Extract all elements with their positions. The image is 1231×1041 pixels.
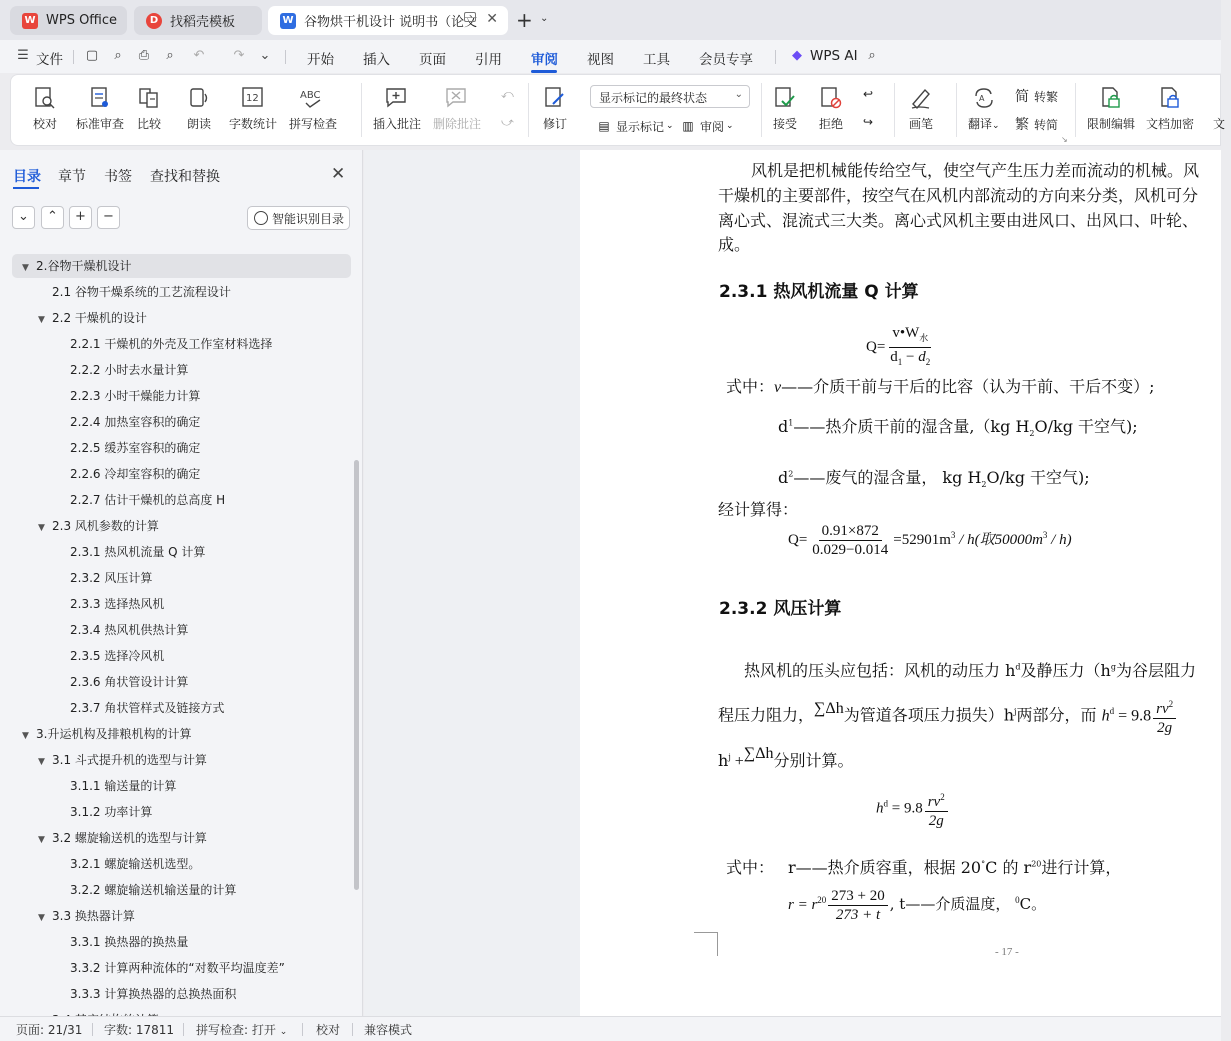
tab-label: 找稻壳模板 [170, 15, 236, 30]
doc-more-button[interactable]: 文 [1207, 85, 1231, 132]
toc-item-label: 2.3 风机参数的计算 [52, 519, 159, 533]
formula-legend: 式中：ν——介质干前与干后的比容（认为干前、干后不变）; [726, 377, 1155, 396]
proofread-icon [33, 85, 57, 111]
writer-logo-icon: W [280, 13, 296, 29]
toc-item[interactable] [12, 254, 351, 278]
paragraph-line: 风机是把机械能传给空气，使空气产生压力差而流动的机械。风 [751, 161, 1200, 180]
toc-item[interactable] [70, 956, 285, 980]
divider [1075, 83, 1076, 137]
page-number: - 17 - [995, 946, 1019, 958]
menu-bar [0, 40, 1221, 73]
toc-item-label: 2.2.3 小时干燥能力计算 [70, 389, 201, 403]
ink-button[interactable]: 画笔 [909, 85, 933, 132]
compare-icon [137, 85, 161, 111]
toc-item-label: 2.3.2 风压计算 [70, 571, 153, 585]
screen-icon[interactable] [464, 12, 476, 22]
navigation-pane [0, 150, 363, 1016]
svg-text:ABC: ABC [300, 90, 321, 101]
menu-references[interactable]: 引用 [475, 52, 502, 68]
track-changes-icon [543, 85, 567, 111]
toc-item-label: 3.3.3 计算换热器的总换热面积 [70, 987, 237, 1001]
toc-item-label: 3.2 螺旋输送机的选型与计算 [52, 831, 207, 845]
paragraph-line: 程压力阻力，∑Δh为管道各项压力损失）$h^j$两部分，而 $h^d = 9.8$ $\frac{rv^2}{2g}$ [718, 695, 1178, 737]
divider [73, 50, 74, 64]
toc-item[interactable] [70, 774, 176, 798]
toc-item-label: 2.3.5 选择冷风机 [70, 649, 165, 663]
toc-item[interactable] [70, 566, 152, 590]
toc-item-label: 2.2.6 冷却室容积的确定 [70, 467, 201, 481]
divider [92, 1023, 93, 1036]
expand-triangle-icon[interactable]: ▼ [22, 263, 29, 273]
reject-icon [819, 85, 843, 111]
toc-item[interactable] [70, 488, 225, 512]
review-pane-icon: ▥ [682, 119, 694, 133]
toc-item-label: 2.谷物干燥机设计 [36, 259, 132, 273]
export-icon[interactable]: ⌕ [114, 48, 122, 63]
toc-item[interactable] [70, 930, 188, 954]
toc-item[interactable] [70, 592, 164, 616]
toc-list [0, 251, 352, 1016]
document-area [364, 150, 1221, 1016]
spell-check-icon [301, 85, 325, 111]
toc-item[interactable] [70, 852, 200, 876]
nav-tab-bookmarks[interactable]: 书签 [104, 169, 132, 185]
formula-legend: $d^2——$废气的湿含量， kg $H_2O/kg$ 干空气); [778, 468, 1090, 490]
toc-item[interactable] [70, 618, 188, 642]
svg-text:A: A [978, 94, 985, 103]
divider [761, 83, 762, 137]
divider [302, 1023, 303, 1036]
menu-page[interactable]: 页面 [419, 52, 446, 68]
paragraph-line: 经计算得： [718, 500, 799, 519]
undo-icon[interactable]: ↶ [193, 48, 205, 63]
tab-label: WPS Office [46, 13, 118, 28]
markup-state-select[interactable]: 显示标记的最终状态 ⌄ [590, 85, 750, 108]
paragraph-line: 干燥机的主要部件，按空气在风机内部流动的方向来分类，风机可分 [718, 186, 1199, 205]
reject-button[interactable]: 拒绝 [819, 85, 843, 132]
next-comment-icon[interactable]: ⤻ [501, 115, 514, 129]
encrypt-icon [1158, 85, 1182, 111]
toc-item-label: 2.2.5 缓苏室容积的确定 [70, 441, 201, 455]
print-preview-icon[interactable]: ⌕ [166, 48, 174, 63]
ai-icon [254, 211, 268, 225]
proofread-button[interactable]: 校对 [33, 85, 57, 132]
wps-logo-icon: W [22, 13, 38, 29]
status-bar [0, 1016, 1221, 1041]
menu-wps-ai[interactable]: WPS AI [810, 48, 858, 64]
toc-item[interactable] [70, 982, 236, 1006]
toc-item-label: 2.3.6 角状管设计计算 [70, 675, 189, 689]
tab-wps-office[interactable] [10, 6, 127, 35]
svg-text:12: 12 [246, 93, 259, 104]
nav-tab-toc[interactable]: 目录 [13, 169, 41, 185]
toc-item-label: 2.2.4 加热室容积的确定 [70, 415, 201, 429]
toc-item[interactable] [70, 436, 200, 460]
formula-hd: $h^d = 9.8$ $\frac{rv^2}{2g}$ [876, 788, 950, 830]
toc-item[interactable] [38, 904, 135, 928]
formula-q-result: Q= $\frac{0.91\times 872}{0.029-0.014}$ $=52901m^3 / h$(取$50000m^3 / h$) [788, 523, 1072, 558]
toc-item[interactable] [70, 644, 164, 668]
nav-tab-sections[interactable]: 章节 [58, 169, 86, 185]
translate-icon [972, 85, 996, 111]
paragraph-line: 成。 [718, 235, 751, 254]
menu-member[interactable]: 会员专享 [699, 52, 753, 68]
document-page[interactable] [580, 150, 1221, 1016]
pen-icon [909, 85, 933, 111]
redo-icon[interactable]: ↷ [233, 48, 245, 63]
delete-comment-button[interactable]: 删除批注 [433, 85, 481, 132]
standard-review-button[interactable]: 标准审查 [76, 85, 124, 132]
read-aloud-button[interactable]: 朗读 [187, 85, 211, 132]
toc-scrollbar[interactable] [354, 460, 359, 890]
toc-item[interactable] [70, 696, 224, 720]
traditional-icon: 简 [1015, 89, 1029, 105]
active-menu-indicator [531, 70, 557, 73]
tab-label: 谷物烘干机设计 说明书（论文 [304, 15, 478, 30]
review-pane-button[interactable]: ▥ 审阅 ⌄ [679, 117, 734, 135]
toc-item-label: 3.3 换热器计算 [52, 909, 135, 923]
expand-button[interactable]: ⌃ [41, 206, 64, 229]
paragraph-line: 热风机的压头应包括：风机的动压力 $h^d$及静压力（$h^g$为谷层阻力 [744, 661, 1196, 680]
remove-heading-button[interactable]: − [97, 206, 120, 229]
review-ribbon [10, 74, 1225, 146]
toc-item-label: 3.升运机构及排粮机构的计算 [36, 727, 192, 741]
prev-change-icon[interactable]: ↩ [863, 87, 874, 101]
toc-item-label: 3.3.2 计算两种流体的“对数平均温度差” [70, 961, 285, 975]
toc-item[interactable] [70, 358, 188, 382]
toc-item[interactable] [70, 540, 205, 564]
toc-item-label: 2.3.4 热风机供热计算 [70, 623, 189, 637]
spell-check-status[interactable]: 拼写检查: 打开 ⌄ [196, 1023, 288, 1037]
divider [285, 50, 286, 64]
prev-comment-icon[interactable]: ⤺ [501, 87, 514, 101]
toc-item[interactable] [38, 748, 207, 772]
toc-item[interactable] [22, 722, 191, 746]
wps-ai-icon[interactable]: ◆ [792, 48, 802, 63]
toc-item-label: 2.3.7 角状管样式及链接方式 [70, 701, 225, 715]
toc-item[interactable] [70, 670, 188, 694]
tab-bar [0, 0, 1221, 40]
toc-item[interactable] [70, 800, 152, 824]
toc-item[interactable] [70, 878, 236, 902]
expand-triangle-icon[interactable]: ▼ [22, 731, 29, 741]
divider [956, 83, 957, 137]
toc-item-label: 2.2.1 干燥机的外壳及工作室材料选择 [70, 337, 273, 351]
divider [352, 1023, 353, 1036]
spell-check-button[interactable]: ABC 拼写检查 [289, 85, 337, 132]
active-tab-indicator [13, 187, 39, 189]
toc-item[interactable] [70, 384, 200, 408]
docer-logo-icon: D [146, 13, 162, 29]
toc-item-label: 2.1 谷物干燥系统的工艺流程设计 [52, 285, 231, 299]
hamburger-icon[interactable]: ☰ [17, 48, 29, 63]
save-icon[interactable]: ▢ [85, 48, 99, 63]
toc-item[interactable] [70, 462, 200, 486]
divider [775, 50, 776, 64]
toc-item-label: 3.2.2 螺旋输送机输送量的计算 [70, 883, 237, 897]
proof-status[interactable]: 校对 [316, 1023, 341, 1037]
section-heading: 2.3.2 风压计算 [719, 599, 842, 619]
track-changes-button[interactable]: 修订 [543, 85, 567, 132]
accept-button[interactable]: 接受 [773, 85, 797, 132]
nav-tab-find-replace[interactable]: 查找和替换 [150, 169, 220, 185]
print-icon[interactable]: ⎙ [138, 48, 150, 63]
close-icon[interactable]: ✕ [486, 11, 498, 27]
toc-item-label: 2.2 干燥机的设计 [52, 311, 147, 325]
collapse-button[interactable]: ⌄ [12, 206, 35, 229]
toc-item[interactable] [38, 280, 231, 304]
word-count-icon [241, 85, 265, 111]
tab-docer-templates[interactable] [134, 6, 262, 35]
toc-item-label: 3.3.1 换热器的换热量 [70, 935, 189, 949]
toc-item-label: 3.2.1 螺旋输送机选型。 [70, 857, 201, 871]
toc-item-label: 2.2.2 小时去水量计算 [70, 363, 189, 377]
toc-item[interactable] [70, 410, 200, 434]
compare-button[interactable]: 比较 [137, 85, 161, 132]
menu-insert[interactable]: 插入 [363, 52, 390, 68]
menu-tools[interactable]: 工具 [643, 52, 670, 68]
paragraph-line: 离心式、混流式三大类。离心式风机主要由进风口、出风口、叶轮、 [718, 211, 1199, 230]
toc-item[interactable] [70, 332, 272, 356]
toc-item-label: 2.3.1 热风机流量 Q 计算 [70, 545, 206, 559]
toc-item-label: 2.3.3 选择热风机 [70, 597, 165, 611]
expand-triangle-icon[interactable]: ▼ [38, 523, 45, 533]
formula-q: Q= $\frac{v•W_水}{d_1 - d_2}$ [866, 325, 931, 367]
word-count-button[interactable]: 12 字数统计 [229, 85, 277, 132]
page-margin-marker [694, 932, 718, 956]
word-count-indicator[interactable]: 字数: 17811 [104, 1023, 175, 1037]
chevron-down-icon[interactable]: ⌄ [259, 48, 271, 63]
toc-item-label: 3.1.2 功率计算 [70, 805, 153, 819]
insert-comment-button[interactable]: 插入批注 [373, 85, 421, 132]
simplified-icon: 繁 [1015, 117, 1029, 133]
delete-comment-icon [445, 85, 469, 111]
to-traditional-button[interactable]: 简 转繁 [1015, 89, 1059, 105]
menu-view[interactable]: 视图 [587, 52, 614, 68]
paragraph-line: $h^j +\sum\Delta h$分别计算。 [718, 745, 854, 770]
accept-icon [773, 85, 797, 111]
divider [528, 83, 529, 137]
divider [183, 1023, 184, 1036]
formula-r: $r = r^{20}$ $\frac{273 + 20}{273 + t}$ , t——介质温度， $^0$C。 [788, 888, 1047, 923]
restrict-edit-button[interactable]: 限制编辑 [1087, 85, 1135, 132]
compat-mode-status: 兼容模式 [364, 1023, 413, 1037]
toc-item-label: 3.1 斗式提升机的选型与计算 [52, 753, 207, 767]
formula-legend: 式中： r——热介质容重，根据 20°C 的 $r^{20}$进行计算， [726, 858, 1122, 877]
smart-toc-button[interactable]: 智能识别目录 [247, 206, 350, 230]
menu-review[interactable]: 审阅 [531, 52, 558, 68]
toc-item[interactable] [38, 306, 147, 330]
toc-item-label: 2.2.7 估计干燥机的总高度 H [70, 493, 226, 507]
read-aloud-icon [187, 85, 211, 111]
translate-button[interactable]: A 翻译⌄ [968, 85, 1000, 132]
toc-item[interactable] [38, 514, 159, 538]
document-icon [1207, 85, 1231, 111]
new-tab-icon[interactable]: + [516, 8, 533, 32]
insert-comment-icon [385, 85, 409, 111]
page-indicator[interactable]: 页面: 21/31 [16, 1023, 83, 1037]
to-simplified-button[interactable]: 繁 转简 [1015, 117, 1059, 133]
expand-triangle-icon[interactable]: ▼ [38, 315, 45, 325]
toc-item[interactable] [38, 826, 207, 850]
divider [894, 83, 895, 137]
expand-triangle-icon[interactable]: ▼ [38, 913, 45, 923]
section-heading: 2.3.1 热风机流量 Q 计算 [719, 282, 919, 302]
next-change-icon[interactable]: ↪ [863, 115, 874, 129]
expand-triangle-icon[interactable]: ▼ [38, 757, 45, 767]
tab-document[interactable] [268, 6, 508, 35]
formula-legend: $d^1——$热介质干前的湿含量,（kg $H_2O/kg$ 干空气); [778, 417, 1138, 439]
expand-triangle-icon[interactable]: ▼ [38, 835, 45, 845]
show-markup-icon: ▤ [598, 119, 610, 133]
add-heading-button[interactable]: + [69, 206, 92, 229]
toc-item-label: 3.1.1 输送量的计算 [70, 779, 177, 793]
menu-home[interactable]: 开始 [307, 52, 334, 68]
search-icon[interactable]: ⌕ [868, 48, 876, 63]
menu-file[interactable]: 文件 [36, 52, 63, 68]
divider [361, 83, 362, 137]
group-expand-icon[interactable]: ↘ [1061, 135, 1068, 144]
standard-review-icon [88, 85, 112, 111]
lock-document-icon [1099, 85, 1123, 111]
chevron-down-icon: ⌄ [734, 89, 743, 100]
chevron-down-icon[interactable]: ⌄ [540, 13, 549, 24]
show-markup-button[interactable]: ▤ 显示标记 ⌄ [595, 117, 674, 135]
close-icon[interactable]: ✕ [331, 164, 346, 184]
doc-encrypt-button[interactable]: 文档加密 [1146, 85, 1194, 132]
